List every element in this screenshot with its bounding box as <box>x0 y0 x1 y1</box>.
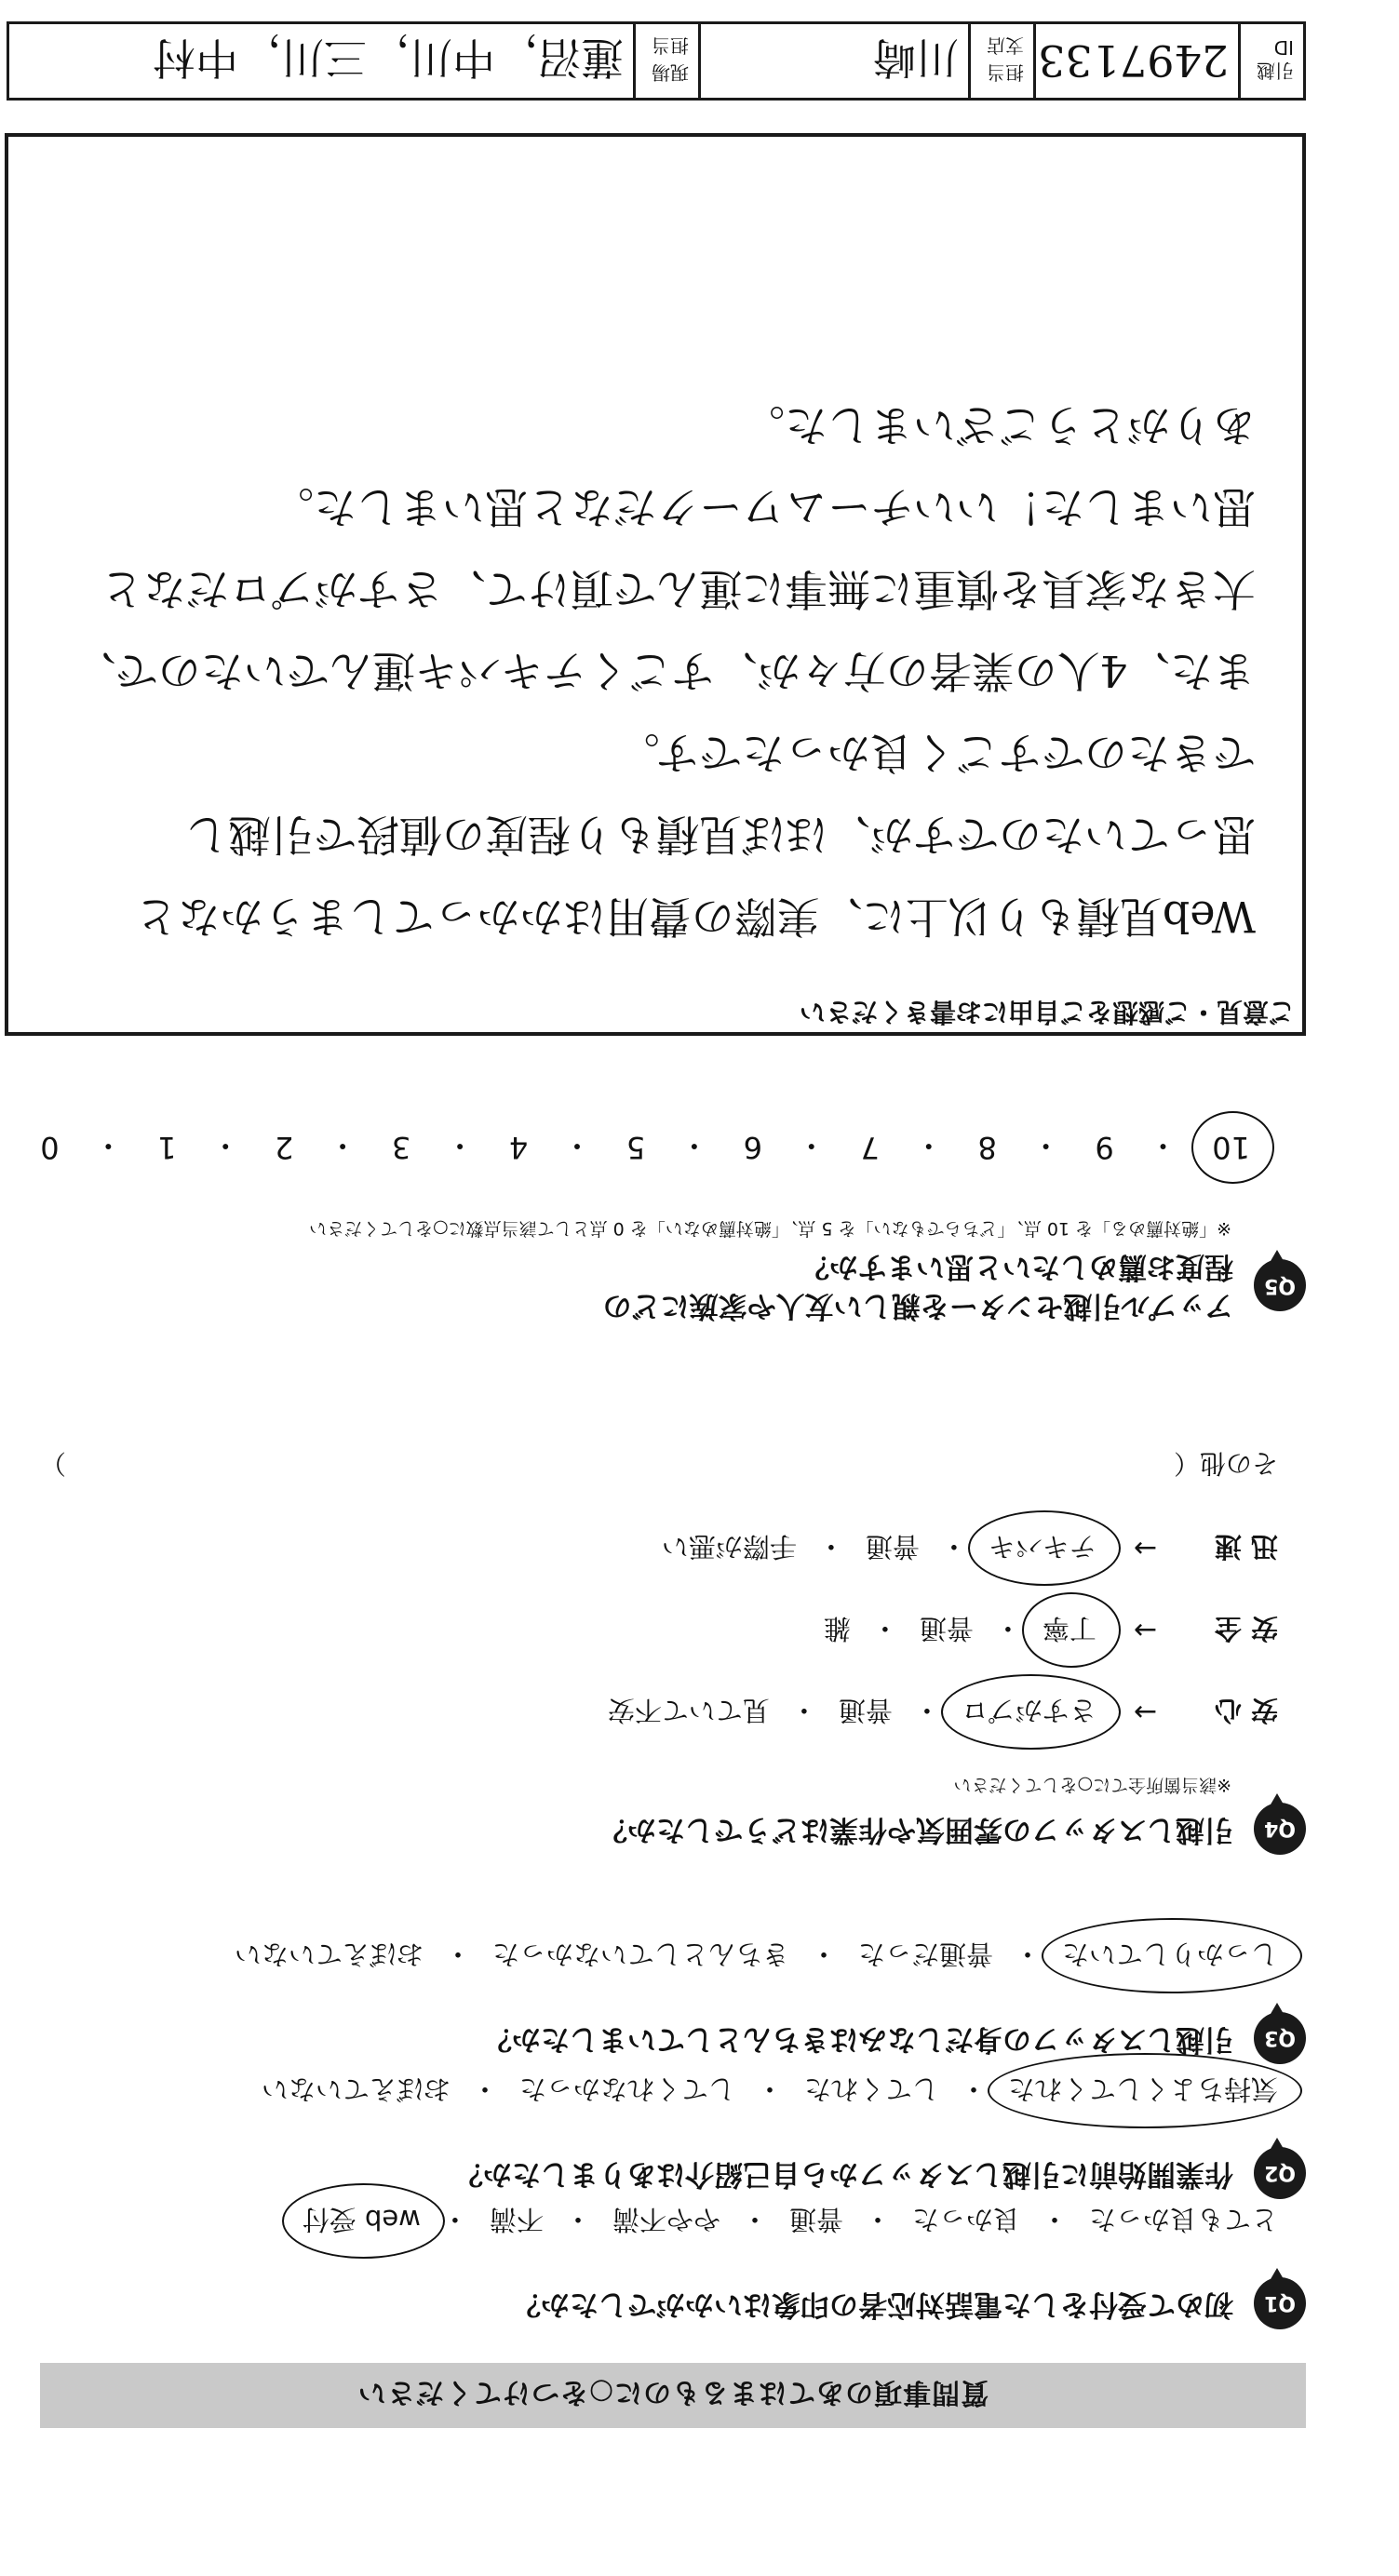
q4-row-anzen: 安全 → 丁寧 ・ 普通 ・ 雑 <box>3 1610 1278 1651</box>
q4-badge: Q4 <box>1254 1803 1306 1855</box>
q4-row-jinsoku: 迅速 → テキパキ ・ 普通 ・ 手際が悪い <box>3 1528 1278 1569</box>
question-3 <box>3 1936 1306 2064</box>
q5-score[interactable]: 4 <box>508 1130 529 1165</box>
q5-text: アップル引越センターを親しい友人や家族にどの程度お薦めしたいと思いますか？ <box>602 1250 1233 1322</box>
branch-label: 担当支店 <box>968 24 1033 98</box>
q4-option-circled[interactable]: テキパキ <box>989 1530 1096 1568</box>
q5-score[interactable]: 9 <box>1095 1130 1114 1165</box>
q4-other-close: ） <box>40 1448 67 1479</box>
q1-option[interactable]: 不満 <box>489 2204 544 2236</box>
q4-other-row <box>40 1446 1278 1483</box>
q1-option-circled[interactable]: web 受付 <box>303 2203 421 2241</box>
move-id-label: 引越ID <box>1238 24 1303 98</box>
q4-option[interactable]: 雑 <box>823 1613 851 1645</box>
comment-title: ご意見・ご感想をご自由にお書きください <box>799 997 1295 1027</box>
question-1 <box>3 2201 1306 2329</box>
q5-badge: Q5 <box>1254 1259 1306 1311</box>
q4-option-circled[interactable]: さすがプロ <box>962 1694 1096 1732</box>
q5-score[interactable]: 1 <box>157 1130 177 1165</box>
q5-score[interactable]: 3 <box>391 1130 411 1165</box>
q4-row-label: 安全 <box>1204 1613 1278 1645</box>
q3-text: 引越しスタッフの身だしなみはきちんとしていましたか？ <box>483 2021 1233 2056</box>
q4-row-label: 安心 <box>1204 1695 1278 1727</box>
q4-text: 引越しスタッフの雰囲気や作業はどうでしたか？ <box>599 1812 1233 1846</box>
q2-badge: Q2 <box>1254 2147 1306 2199</box>
arrow-right-icon: → <box>1133 1696 1157 1729</box>
q1-option[interactable]: とても良かった <box>1088 2204 1278 2236</box>
q5-note: ※「絶対薦める」を 10 点、「どちらでもない」を 5 点、「絶対薦めない」を 0 点として該当点数に○をしてください <box>309 1218 1231 1240</box>
q1-badge: Q1 <box>1254 2277 1306 2329</box>
q3-option-circled[interactable]: しっかりしていた <box>1062 1938 1278 1976</box>
q2-option-circled[interactable]: 気持ちよくしてくれた <box>1008 2073 1278 2111</box>
q4-option-circled[interactable]: 丁寧 <box>1043 1612 1096 1650</box>
q4-option[interactable]: 手際が悪い <box>661 1531 797 1563</box>
q1-option[interactable]: 普通 <box>788 2204 843 2236</box>
comment-line: ありがとうございました。 <box>742 400 1256 450</box>
q3-option[interactable]: 普通だった <box>857 1939 993 1971</box>
q2-option[interactable]: してくれた <box>803 2073 939 2106</box>
comment-handwriting <box>46 384 1256 958</box>
q4-other-label: その他（ <box>1173 1448 1278 1479</box>
q2-option[interactable]: してくれなかった <box>518 2073 735 2106</box>
q4-row-label: 迅速 <box>1204 1531 1278 1563</box>
q5-score[interactable]: 7 <box>860 1130 880 1165</box>
q1-text: 初めて受付をした電話対応者の印象はいかがでしたか？ <box>512 2287 1233 2321</box>
q1-option[interactable]: 良かった <box>911 2204 1020 2236</box>
q1-options: とても良かった ・ 良かった ・ 普通 ・ やや不満 ・ 不満 ・ web 受付 <box>3 2201 1278 2242</box>
comment-line: できたのですごく良かったです。 <box>616 728 1256 778</box>
q2-option[interactable]: おぼえていない <box>261 2073 451 2106</box>
move-id-value: 2497133 <box>1033 24 1238 98</box>
q3-option[interactable]: おぼえていない <box>234 1939 424 1971</box>
q2-options: 気持ちよくしてくれた ・ してくれた ・ してくれなかった ・ おぼえていない <box>3 2071 1278 2112</box>
q3-badge: Q3 <box>1254 2012 1306 2064</box>
q3-option[interactable]: きちんとしていなかった <box>491 1939 789 1971</box>
info-table <box>7 21 1306 101</box>
q4-note: ※該当箇所全てに○をしてください <box>953 1775 1231 1795</box>
comment-line: 思っていたのですが、ほぼ見積もり程度の値段で引越し <box>185 810 1256 860</box>
q2-text: 作業開始前に引越しスタッフから自己紹介はありましたか？ <box>454 2156 1233 2191</box>
q4-option[interactable]: 普通 <box>865 1531 920 1563</box>
comment-box[interactable] <box>5 133 1306 1036</box>
comment-line: 思いました！いいチームワークだなと思いました。 <box>271 482 1256 532</box>
q3-options: しっかりしていた ・ 普通だった ・ きちんとしていなかった ・ おぼえていない <box>3 1936 1278 1977</box>
q5-score[interactable]: 8 <box>977 1130 997 1165</box>
leader-label: 現場担当 <box>633 24 698 98</box>
comment-line: 大きな家具を慎重に無事に運んで頂けて、さすがプロだなと <box>100 564 1256 614</box>
instruction-banner: 質問事項のあてはまるものに○をつけてください <box>40 2363 1306 2428</box>
arrow-right-icon: → <box>1133 1532 1157 1565</box>
q4-option[interactable]: 普通 <box>919 1613 974 1645</box>
q5-score[interactable]: 2 <box>275 1130 294 1165</box>
question-5 <box>3 1217 1306 1324</box>
question-2 <box>3 2071 1306 2199</box>
q5-score[interactable]: 5 <box>626 1130 646 1165</box>
q4-option[interactable]: 普通 <box>838 1695 893 1727</box>
comment-line: また、4人の業者の方々が、すごくテキパキ運んでいたので、 <box>73 646 1256 696</box>
q5-score-circled[interactable]: 10 <box>1212 1130 1250 1165</box>
arrow-right-icon: → <box>1133 1614 1157 1647</box>
question-4 <box>3 1446 1306 1855</box>
q4-row-anshin: 安心 → さすがプロ ・ 普通 ・ 見ていて不安 <box>3 1692 1278 1733</box>
q5-scale: 10 ・ 9 ・ 8 ・ 7 ・ 6 ・ 5 ・ 4 ・ 3 ・ 2 ・ 1 ・ 0 <box>40 1128 1250 1165</box>
branch-value: 川崎 <box>698 24 968 98</box>
comment-line: Web見積もり以上に、実際の費用はかかってしまうかなと <box>134 892 1256 942</box>
q5-score[interactable]: 6 <box>743 1130 763 1165</box>
q5-score[interactable]: 0 <box>40 1130 60 1165</box>
q4-option[interactable]: 見ていて不安 <box>607 1695 770 1727</box>
q1-option[interactable]: やや不満 <box>612 2204 720 2236</box>
leader-value: 蓮沼，中川，三川，中村 <box>153 33 624 84</box>
